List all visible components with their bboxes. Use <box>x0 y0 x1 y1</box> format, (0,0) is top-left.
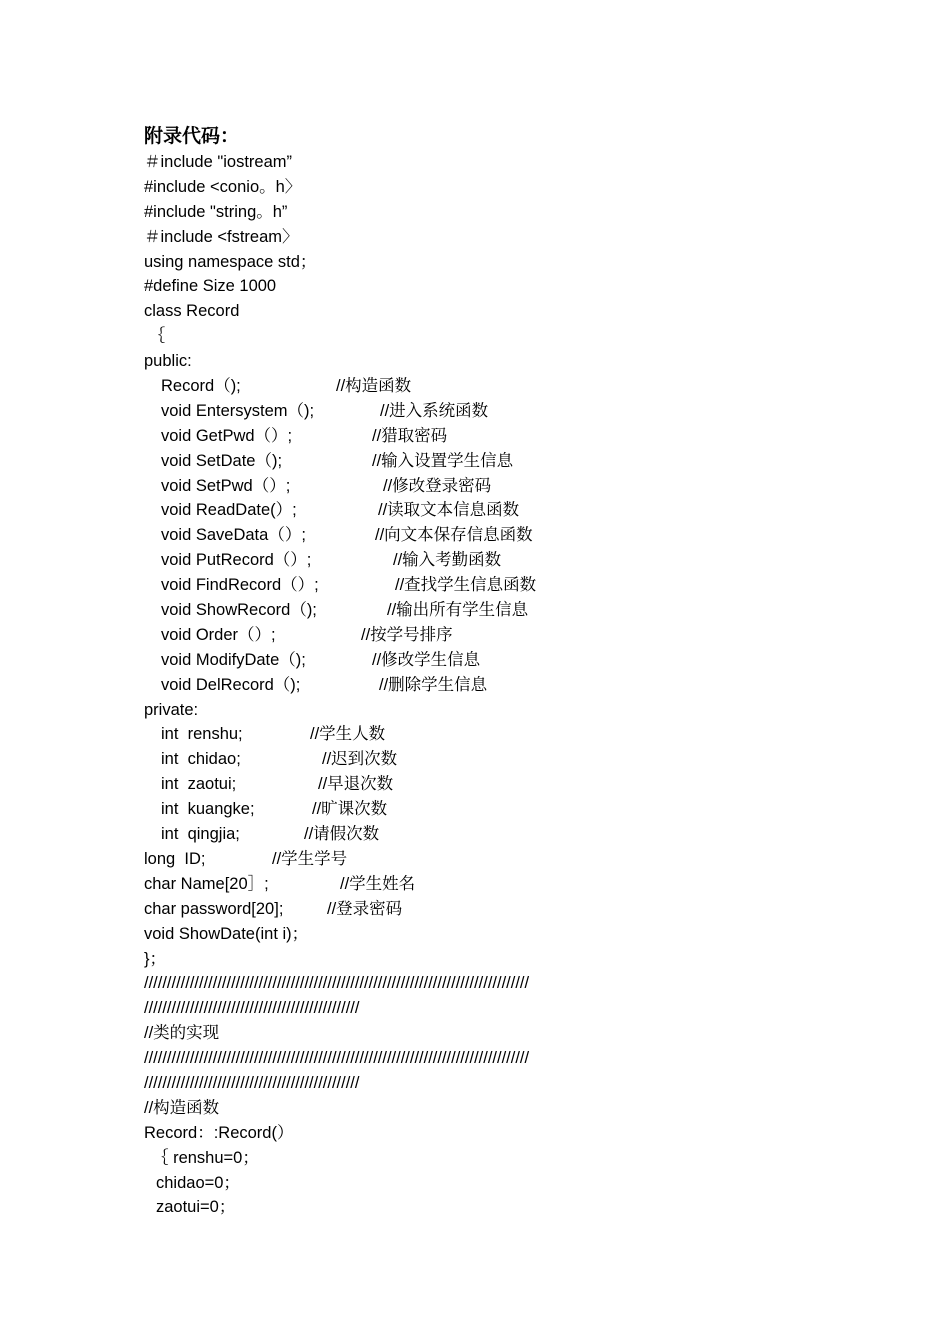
code-line-include-iostream: ＃include "iostream” <box>144 153 292 171</box>
separator-line: //////////////////////////////////////////////////////////////////////////////////// <box>144 974 530 993</box>
code-line-private-member <box>144 772 844 797</box>
member-comment: //迟到次数 <box>322 750 398 769</box>
member-comment: //读取文本信息函数 <box>378 501 520 520</box>
code-line-include-fstream: ＃include <fstream〉 <box>144 227 299 246</box>
code-line-ctor-body: ｛ renshu=0； <box>152 1148 259 1167</box>
code-line-field <box>144 872 844 897</box>
member-code: char Name[20］; <box>144 874 269 893</box>
code-line-private-member <box>144 822 844 847</box>
member-comment: //修改登录密码 <box>383 476 492 495</box>
member-comment: //请假次数 <box>304 825 380 844</box>
separator-line: /////////////////////////////////////////////// <box>144 1073 360 1092</box>
member-code: int chidao; <box>161 750 241 769</box>
member-comment: //猎取密码 <box>372 426 448 445</box>
code-line-field <box>144 897 844 922</box>
member-code: void Entersystem（); <box>161 401 315 420</box>
member-code: int qingjia; <box>161 825 240 844</box>
code-line-member <box>144 374 844 399</box>
code-line-using-namespace: using namespace std； <box>144 252 317 271</box>
code-line-member <box>144 648 844 673</box>
member-code: void SetPwd（）; <box>161 476 291 495</box>
member-code: long ID; <box>144 849 206 868</box>
code-line-private-member <box>144 722 844 747</box>
member-comment: //早退次数 <box>318 775 394 794</box>
member-code: void Order（）; <box>161 625 276 644</box>
code-line-member <box>144 474 844 499</box>
code-line-member <box>144 598 844 623</box>
member-comment: //按学号排序 <box>361 625 453 644</box>
code-line-class-impl-comment: //类的实现 <box>144 1024 220 1043</box>
appendix-heading: 附录代码： <box>144 125 240 147</box>
code-line-member <box>144 673 844 698</box>
member-comment: //登录密码 <box>327 899 403 918</box>
code-line-member <box>144 548 844 573</box>
code-line-include-conio: #include <conio。h〉 <box>144 177 302 196</box>
code-line-member <box>144 573 844 598</box>
member-comment: //修改学生信息 <box>372 650 481 669</box>
member-comment: //向文本保存信息函数 <box>375 526 533 545</box>
member-comment: //进入系统函数 <box>380 401 489 420</box>
member-code: void GetPwd（）; <box>161 426 293 445</box>
member-code: int renshu; <box>161 725 243 744</box>
code-line-class-end: }； <box>144 949 167 968</box>
member-comment: //旷课次数 <box>312 800 388 819</box>
separator-line: //////////////////////////////////////////////////////////////////////////////////// <box>144 1049 530 1068</box>
member-comment: //输出所有学生信息 <box>387 601 529 620</box>
member-code: void FindRecord（）; <box>161 576 319 595</box>
member-comment: //学生姓名 <box>340 874 416 893</box>
code-line-public-label: public: <box>144 352 192 371</box>
member-code: void ModifyDate（); <box>161 650 306 669</box>
code-line-ctor-head: Record：:Record(） <box>144 1123 294 1142</box>
member-comment: //输入考勤函数 <box>393 551 502 570</box>
member-code: void DelRecord（); <box>161 675 301 694</box>
code-line-member <box>144 399 844 424</box>
member-code: char password[20]; <box>144 899 284 918</box>
code-line-show-date: void ShowDate(int i)； <box>144 924 309 943</box>
code-line-class-record: class Record <box>144 302 240 321</box>
code-line-ctor-body: zaotui=0； <box>156 1198 236 1217</box>
member-code: void SetDate（); <box>161 451 283 470</box>
code-line-member <box>144 523 844 548</box>
code-line-member <box>144 498 844 523</box>
code-line-field <box>144 847 844 872</box>
member-code: void SaveData（）; <box>161 526 306 545</box>
code-line-private-label: private: <box>144 700 199 719</box>
code-line-include-string: #include "string。h” <box>144 202 288 221</box>
code-line-ctor-body: chidao=0； <box>156 1173 240 1192</box>
member-comment: //删除学生信息 <box>379 675 488 694</box>
member-code: Record（); <box>161 377 241 396</box>
code-line-private-member <box>144 747 844 772</box>
appendix-code-block <box>144 122 844 1220</box>
member-code: void ReadDate(）; <box>161 501 297 520</box>
code-line-ctor-comment: //构造函数 <box>144 1098 220 1117</box>
member-code: int kuangke; <box>161 800 255 819</box>
code-line-member <box>144 623 844 648</box>
member-comment: //输入设置学生信息 <box>372 451 514 470</box>
code-line-private-member <box>144 797 844 822</box>
code-line-member <box>144 449 844 474</box>
member-comment: //查找学生信息函数 <box>395 576 537 595</box>
member-code: void PutRecord（）; <box>161 551 312 570</box>
member-comment: //学生人数 <box>310 725 386 744</box>
member-comment: //构造函数 <box>336 377 412 396</box>
separator-line: /////////////////////////////////////////////// <box>144 999 360 1018</box>
member-code: int zaotui; <box>161 775 237 794</box>
member-code: void ShowRecord（); <box>161 601 317 620</box>
code-line-define-size: #define Size 1000 <box>144 277 277 296</box>
code-line-member <box>144 424 844 449</box>
code-line-open-brace: ｛ <box>144 327 166 346</box>
member-comment: //学生学号 <box>272 849 348 868</box>
